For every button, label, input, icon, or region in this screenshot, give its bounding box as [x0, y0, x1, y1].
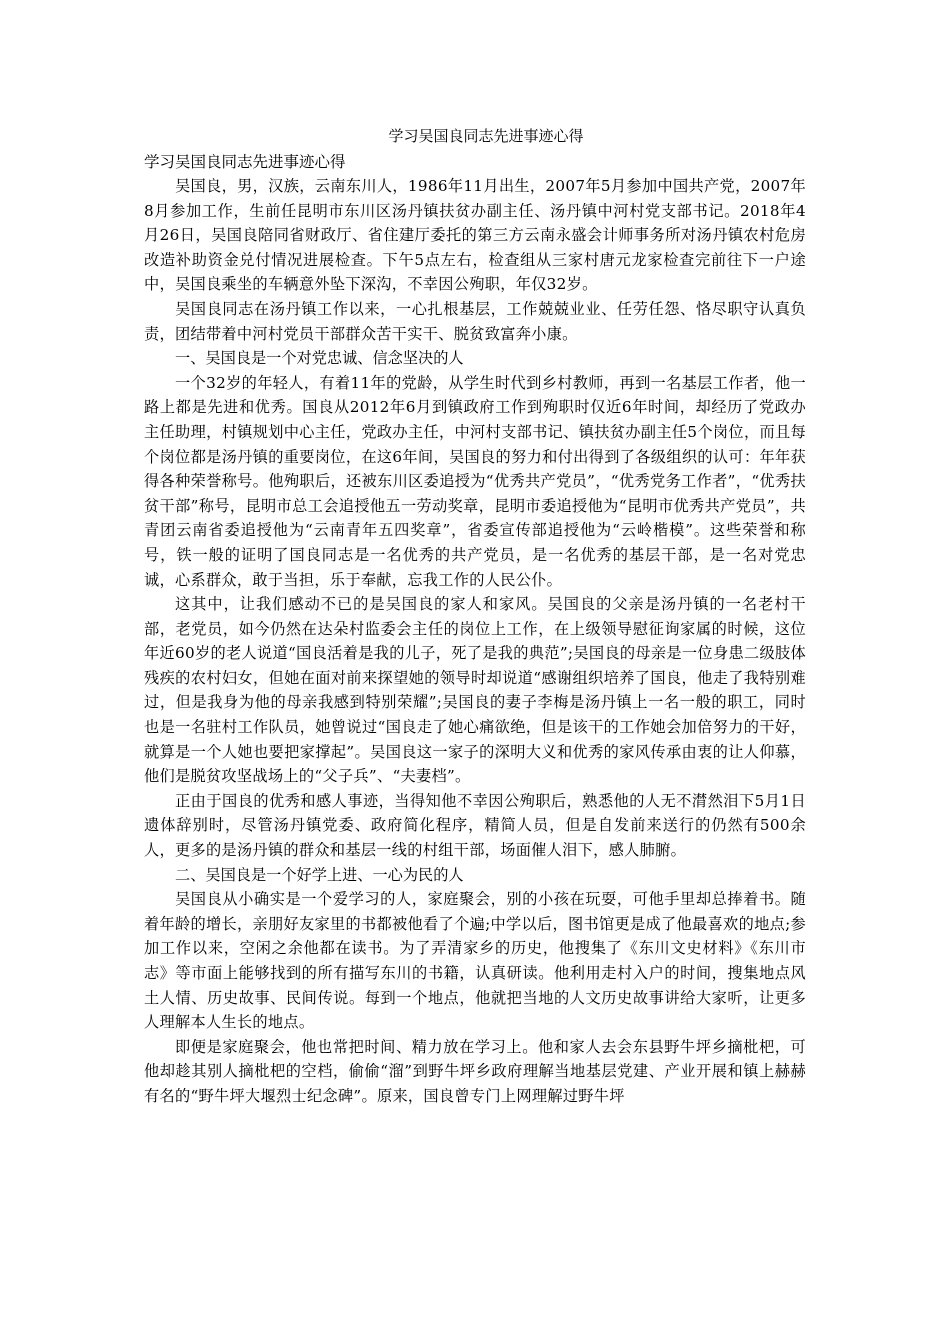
paragraph-farewell: 正由于国良的优秀和感人事迹，当得知他不幸因公殉职后，熟悉他的人无不潸然泪下5月1日遗体辞别时，尽管汤丹镇党委、政府简化程序，精简人员，但是自发前来送行的仍然有500余人，更多的是汤丹镇的群众和基层一线的村组干部，场面催人泪下，感人肺腑。	[144, 791, 806, 860]
paragraph-summary: 吴国良同志在汤丹镇工作以来，一心扎根基层，工作兢兢业业、任劳任怨、恪尽职守认真负责，团结带着中河村党员干部群众苦干实干、脱贫致富奔小康。	[144, 299, 806, 343]
paragraph-honors: 一个32岁的年轻人，有着11年的党龄，从学生时代到乡村教师，再到一名基层工作者，他一路上都是先进和优秀。国良从2012年6月到镇政府工作到殉职时仅近6年时间，却经历了党政办主任助理，村镇规划中心主任，党政办主任，中河村支部书记、镇扶贫办副主任5个岗位，而且每个岗位都是汤丹镇的重要岗位，在这6年间，吴国良的努力和付出得到了各级组织的认可：年年获得各种荣誉称号。他殉职后，还被东川区委追授为“优秀共产党员”，“优秀党务工作者”，“优秀扶贫干部”称号，昆明市总工会追授他五一劳动奖章，昆明市委追授他为“昆明市优秀共产党员”，共青团云南省委追授他为“云南青年五四奖章”，省委宣传部追授他为“云岭楷模”。这些荣誉和称号，铁一般的证明了国良同志是一名优秀的共产党员，是一名优秀的基层干部，是一名对党忠诚，心系群众，敢于当担，乐于奉献，忘我工作的人民公仆。	[144, 373, 806, 589]
document-subtitle: 学习吴国良同志先进事迹心得	[144, 153, 346, 171]
document-title: 学习吴国良同志先进事迹心得	[388, 127, 584, 145]
paragraph-intro: 吴国良，男，汉族，云南东川人，1986年11月出生，2007年5月参加中国共产党，2007年8月参加工作，生前任昆明市东川区汤丹镇扶贫办副主任、汤丹镇中河村党支部书记。2018年4月26日，吴国良陪同省财政厅、省住建厅委托的第三方云南永盛会计师事务所对汤丹镇农村危房改造补助资金兑付情况进展检查。下午5点左右，检查组从三家村唐元龙家检查完前往下一户途中，吴国良乘坐的车辆意外坠下深沟，不幸因公殉职，年仅32岁。	[144, 177, 806, 294]
paragraph-family-gathering: 即便是家庭聚会，他也常把时间、精力放在学习上。他和家人去会东县野牛坪乡摘枇杷，可他却趁其别人摘枇杷的空档，偷偷“溜”到野牛坪乡政府理解当地基层党建、产业开展和镇上赫赫有名的“野牛坪大堰烈士纪念碑”。原来，国良曾专门上网理解过野牛坪	[144, 1037, 806, 1105]
section-heading-1: 一、吴国良是一个对党忠诚、信念坚决的人	[175, 349, 464, 368]
paragraph-study: 吴国良从小确实是一个爱学习的人，家庭聚会，别的小孩在玩耍，可他手里却总捧着书。随着年龄的增长，亲朋好友家里的书都被他看了个遍;中学以后，图书馆更是成了他最喜欢的地点;参加工作以来，空闲之余他都在读书。为了弄清家乡的历史，他搜集了《东川文史材料》《东川市志》等市面上能够找到的所有描写东川的书籍，认真研读。他利用走村入户的时间，搜集地点风土人情、历史故事、民间传说。每到一个地点，他就把当地的人文历史故事讲给大家听，让更多人理解本人生长的地点。	[144, 890, 806, 1032]
section-heading-2: 二、吴国良是一个好学上进、一心为民的人	[175, 865, 464, 884]
paragraph-family: 这其中，让我们感动不已的是吴国良的家人和家风。吴国良的父亲是汤丹镇的一名老村干部，老党员，如今仍然在达朵村监委会主任的岗位上工作，在上级领导慰征询家属的时候，这位年近60岁的老人说道“国良活着是我的儿子，死了是我的典范”;吴国良的母亲是一位身患二级肢体残疾的农村妇女，但她在面对前来探望她的领导时却说道“感谢组织培养了国良，他走了我特别难过，但是我身为他的母亲我感到特别荣耀”;吴国良的妻子李梅是汤丹镇上一名一般的职工，同时也是一名驻村工作队员，她曾说过“国良走了她心痛欲绝，但是该干的工作她会加倍努力的干好，就算是一个人她也要把家撑起”。吴国良这一家子的深明大义和优秀的家风传承由衷的让人仰慕，他们是脱贫攻坚战场上的“父子兵”、“夫妻档”。	[144, 595, 806, 786]
document-page	[144, 126, 806, 1109]
